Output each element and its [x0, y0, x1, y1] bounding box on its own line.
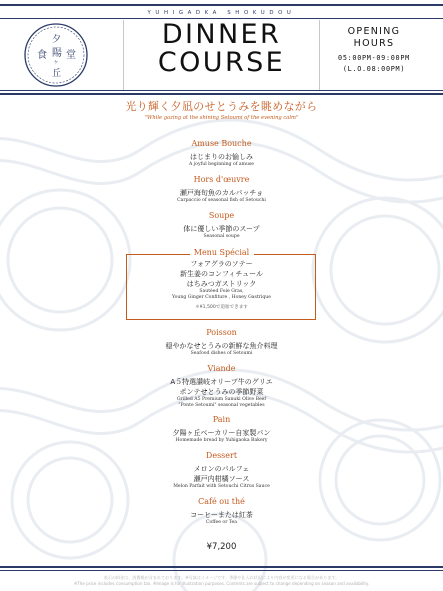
soupe-jp: 体に優しい季節のスープ	[183, 225, 260, 233]
hours-title-line-2: HOURS	[353, 38, 395, 49]
viande-en-line-2: "Ponte Setoumi" seasonal vegetables	[178, 403, 265, 408]
cafe-ou-the-jp: コーヒーまたは紅茶	[190, 511, 253, 519]
logo-char-1: 夕	[52, 35, 62, 45]
section-title-pain: Pain	[212, 415, 231, 424]
amuse-bouche-jp: はじまりのお愉しみ	[190, 153, 253, 161]
pain-en: Homemade bread by Yuhigaoka Bakery	[175, 438, 268, 443]
hors-doeuvre-jp: 瀬戸海旬魚のカルパッチョ	[179, 189, 264, 197]
pain-jp: 夕陽ヶ丘ベーカリー自家製パン	[172, 429, 271, 437]
opening-hours: 05:00PM-09:00PM	[338, 54, 410, 62]
footer-rule-2	[0, 570, 443, 571]
logo-char-6: 堂	[66, 50, 76, 61]
section-title-menu-special: Menu Spécial	[193, 248, 250, 257]
section-title-soupe: Soupe	[208, 211, 235, 220]
hours-title-line-1: OPENING	[347, 26, 401, 37]
section-title-amuse-bouche: Amuse Bouche	[191, 139, 252, 148]
hors-doeuvre-en: Carpaccio of seasonal fish of Setouchi	[177, 198, 266, 203]
course-title-line-1: DINNER	[161, 19, 282, 50]
special-en-line-1: Sautéed Foie Gras,	[199, 289, 244, 294]
last-order-time: (L.O.08:00PM)	[342, 65, 406, 73]
special-jp-line-3: はちみつガストリック	[186, 280, 257, 288]
poisson-jp: 穏やかなせとうみの新鮮な魚介料理	[165, 342, 278, 350]
section-title-hors-doeuvre: Hors d'œuvre	[193, 175, 250, 184]
section-title-dessert: Dessert	[205, 451, 238, 460]
headline-japanese: 光り輝く夕凪のせとうみを眺めながら	[125, 100, 318, 113]
section-title-poisson: Poisson	[206, 328, 237, 337]
poisson-en: Seafood dishes of Setoumi	[190, 351, 253, 356]
cafe-ou-the-en: Coffee or Tea	[205, 520, 238, 525]
logo-char-4: 丘	[52, 69, 62, 79]
dessert-en: Melon Parfait with Setouchi Citrus Sauce	[173, 484, 270, 489]
footer-note-en: ※The price includes consumption tax. ※Image is for illustration purposes. Contents are subject to change depending on season and availability.	[73, 581, 370, 586]
header-rule-top-1	[0, 4, 443, 6]
dessert-jp-line-2: 瀬戸内柑橘ソース	[193, 475, 250, 483]
dessert-jp-line-1: メロンのパルフェ	[193, 465, 250, 473]
special-note: ＊¥1,500で追加できます	[195, 305, 248, 310]
headline-english: "While gazing at the shining Setoumi of the evening calm"	[144, 115, 299, 121]
logo-char-3: ヶ	[53, 59, 60, 66]
logo-char-5: 食	[37, 50, 47, 61]
special-jp-line-2: 新生姜のコンフィチュール	[179, 270, 264, 278]
course-price: ¥7,200	[206, 542, 237, 552]
soupe-en: Seasonal soupe	[203, 234, 240, 239]
special-en-line-2: Young Ginger Confiture , Honey Gastrique	[172, 295, 271, 300]
viande-jp-line-1: A５特選讃岐オリーブ牛のグリエ	[170, 378, 273, 386]
viande-jp-line-2: ポンテせとうみの季節野菜	[179, 388, 264, 396]
section-title-viande: Viande	[207, 364, 236, 373]
footer-note-jp: 表示の料金は、消費税が含まれております。※写真はイメージです。季節や仕入れ状況により内容が変更になる場合があります。	[103, 575, 340, 580]
section-title-cafe-ou-the: Café ou thé	[198, 497, 245, 506]
course-title-line-2: COURSE	[157, 47, 286, 78]
viande-en-line-1: Grilled A5 Premium Sanuki Olive Beef	[176, 397, 267, 402]
header-top-label: YUHIGADKA SHOKUDOU	[147, 10, 296, 16]
amuse-bouche-en: A joyful beginning of amuse	[188, 162, 255, 167]
header-rule-bottom-1	[0, 90, 443, 91]
header-rule-bottom-2	[0, 93, 443, 95]
logo-char-2: 陽	[52, 48, 62, 59]
special-jp-line-1: フォアグラのソテー	[190, 260, 253, 268]
footer-rule-1	[0, 566, 443, 568]
